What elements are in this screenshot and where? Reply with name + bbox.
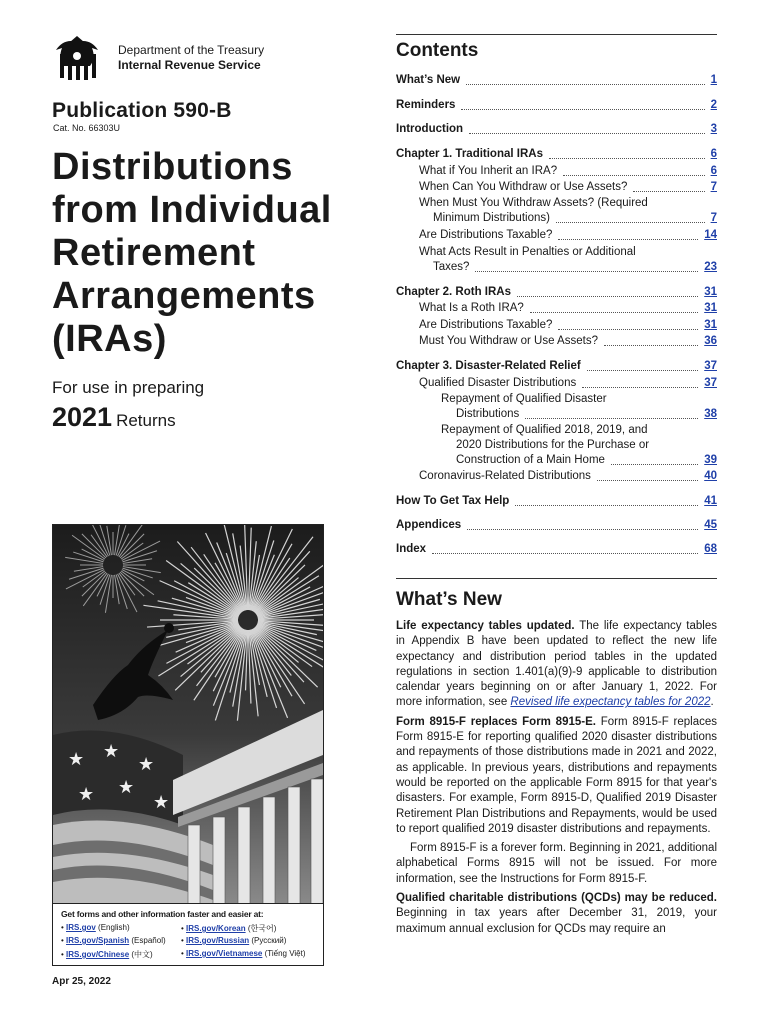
toc-page-link[interactable]: 40 — [704, 470, 717, 482]
toc-label: Are Distributions Taxable? — [419, 319, 553, 331]
svg-text:★: ★ — [103, 741, 120, 762]
language-label: (Tiếng Việt) — [264, 949, 306, 958]
toc-label: Repayment of Qualified Disaster — [441, 393, 607, 405]
toc-page-link[interactable]: 23 — [704, 261, 717, 273]
irs-gov-chinese-link[interactable]: IRS.gov/Chinese — [66, 950, 130, 959]
toc-label: What Acts Result in Penalties or Additional — [419, 246, 636, 258]
title-line: Arrangements — [52, 275, 316, 317]
toc-label: What’s New — [396, 74, 461, 86]
agency-name: Internal Revenue Service — [118, 58, 261, 72]
paragraph-heading: Life expectancy tables updated. — [396, 620, 575, 632]
toc-page-link[interactable]: 41 — [704, 495, 717, 507]
language-label: (English) — [98, 923, 130, 932]
leader-dots — [467, 529, 698, 530]
leader-dots — [633, 191, 704, 192]
toc-entry-appendices[interactable] — [396, 518, 717, 533]
toc-page-link[interactable]: 6 — [710, 165, 717, 177]
leader-dots — [582, 387, 698, 388]
catalog-number: Cat. No. 66303U — [53, 123, 121, 133]
toc-entry-chapter-3[interactable] — [396, 359, 717, 374]
toc-entry[interactable] — [419, 228, 717, 243]
toc-page-link[interactable]: 39 — [704, 454, 717, 466]
leader-dots — [611, 464, 698, 465]
toc-page-link[interactable]: 14 — [704, 229, 717, 241]
irs-eagle-logo — [52, 36, 102, 82]
whats-new-heading: What’s New — [396, 589, 502, 610]
svg-text:★: ★ — [68, 749, 85, 770]
leader-dots — [525, 418, 698, 419]
title-line: from Individual — [52, 189, 332, 231]
toc-page-link[interactable]: 31 — [704, 302, 717, 314]
link-item: • IRS.gov/Russian (Русский) — [181, 936, 287, 945]
leader-dots — [475, 271, 698, 272]
toc-entry[interactable] — [419, 469, 717, 484]
fireworks-eagle-flag-image — [53, 525, 323, 905]
toc-page-link[interactable]: 3 — [710, 123, 717, 135]
cover-illustration — [52, 524, 324, 966]
toc-entry-chapter-1[interactable] — [396, 147, 717, 162]
toc-entry[interactable] — [419, 245, 717, 275]
leader-dots — [517, 296, 698, 297]
language-label: (한국어) — [247, 924, 277, 933]
get-forms-heading: Get forms and other information faster and easier at: — [61, 909, 264, 919]
leader-dots — [558, 329, 698, 330]
contents-heading: Contents — [396, 40, 479, 61]
leader-dots — [515, 505, 698, 506]
toc-label: Chapter 1. Traditional IRAs — [396, 148, 543, 160]
leader-dots — [549, 158, 705, 159]
link-item: • IRS.gov/Chinese (中文) — [61, 950, 153, 959]
svg-text:★: ★ — [78, 784, 95, 805]
svg-text:★: ★ — [138, 754, 155, 775]
leader-dots — [461, 109, 704, 110]
toc-entry-chapter-2[interactable] — [396, 285, 717, 300]
svg-text:★: ★ — [118, 777, 135, 798]
toc-page-link[interactable]: 7 — [710, 212, 717, 224]
tax-year-line — [52, 402, 176, 433]
toc-entry-reminders[interactable] — [396, 98, 717, 113]
toc-label: Qualified Disaster Distributions — [419, 377, 577, 389]
toc-label: 2020 Distributions for the Purchase or — [456, 439, 650, 451]
irs-gov-russian-link[interactable]: IRS.gov/Russian — [186, 936, 250, 945]
paragraph-heading: Qualified charitable distributions (QCDs) may be reduced. — [396, 892, 717, 905]
toc-label: Construction of a Main Home — [456, 454, 605, 466]
toc-page-link[interactable]: 31 — [704, 286, 717, 298]
paragraph-text: Form 8915-F replaces Form 8915-E for reporting qualified 2020 disaster distributions and repayments of those distributions made in 2021 and 2022, as applicable. In previous years, distributions and repayments would be reported on the applicable Form 8915 for that year's disasters. For example, Form 8915-D, Qualified 2019 Disaster Retirement Plan Distributions and Repayments, would be used to report qualified 2019 disaster distributions and repayments. — [396, 715, 718, 835]
toc-label: Reminders — [396, 99, 456, 111]
paragraph — [396, 891, 717, 937]
leader-dots — [558, 239, 698, 240]
svg-text:★: ★ — [153, 792, 170, 813]
toc-label: Taxes? — [433, 261, 470, 273]
tax-year: 2021 — [52, 402, 113, 432]
leader-dots — [597, 480, 698, 481]
leader-dots — [556, 222, 705, 223]
paragraph-text: Beginning in tax years after December 31, 2019, your maximum annual exclusion for QCDs may require an — [396, 907, 717, 935]
toc-label: Distributions — [456, 408, 520, 420]
toc-page-link[interactable]: 37 — [704, 377, 717, 389]
irs-gov-vietnamese-link[interactable]: IRS.gov/Vietnamese — [186, 949, 263, 958]
whats-new-body — [396, 619, 717, 941]
leader-dots — [563, 175, 705, 176]
leader-dots — [466, 84, 704, 85]
toc-label: Chapter 3. Disaster-Related Relief — [396, 360, 581, 372]
leader-dots — [432, 553, 698, 554]
leader-dots — [469, 133, 705, 134]
toc-label: Are Distributions Taxable? — [419, 229, 553, 241]
toc-label: Coronavirus-Related Distributions — [419, 470, 591, 482]
paragraph-text: The life expectancy tables in Appendix B have been updated to reflect the new life expectancy and distribution period tables in the updated regulations in section 1.401(a)(9)-9 applicable to distribution calendar years beginning on or after January 1, 2022. For more information, see — [396, 620, 717, 709]
paragraph — [396, 715, 717, 837]
for-use-text: For use in preparing — [52, 378, 205, 397]
title-line: (IRAs) — [52, 318, 167, 360]
toc-entry[interactable] — [419, 196, 717, 226]
toc-label: Repayment of Qualified 2018, 2019, and — [441, 424, 648, 436]
toc-page-link[interactable]: 2 — [710, 99, 717, 111]
toc-page-link[interactable]: 37 — [704, 360, 717, 372]
language-label: (Español) — [131, 936, 166, 945]
irs-gov-link[interactable]: IRS.gov — [66, 923, 96, 932]
toc-label: Chapter 2. Roth IRAs — [396, 286, 512, 298]
leader-dots — [604, 345, 698, 346]
toc-entry[interactable] — [419, 180, 717, 195]
toc-label: What if You Inherit an IRA? — [419, 165, 558, 177]
toc-label: Minimum Distributions) — [433, 212, 550, 224]
paragraph-heading: Form 8915-F replaces Form 8915-E. — [396, 715, 596, 728]
link-item: • IRS.gov/Korean (한국어) — [181, 924, 277, 933]
toc-page-link[interactable]: 6 — [710, 148, 717, 160]
link-item: • IRS.gov/Spanish (Español) — [61, 936, 166, 945]
toc-entry-tax-help[interactable] — [396, 494, 717, 509]
link-item: • IRS.gov (English) — [61, 923, 130, 932]
divider — [396, 578, 717, 579]
leader-dots — [530, 312, 698, 313]
irs-gov-spanish-link[interactable]: IRS.gov/Spanish — [66, 936, 130, 945]
life-expectancy-link[interactable]: Revised life expectancy tables for 2022 — [510, 696, 711, 709]
toc-entry-whats-new[interactable] — [396, 73, 717, 88]
toc-entry[interactable] — [419, 301, 717, 316]
toc-page-link[interactable]: 7 — [710, 181, 717, 193]
paragraph-text: . — [710, 696, 714, 709]
link-item: • IRS.gov/Vietnamese (Tiếng Việt) — [181, 949, 306, 958]
toc-entry-introduction[interactable] — [396, 122, 717, 137]
toc-label: How To Get Tax Help — [396, 495, 510, 507]
toc-entry[interactable] — [419, 334, 717, 349]
revision-date: Apr 25, 2022 — [52, 976, 111, 987]
toc-label: What Is a Roth IRA? — [419, 302, 524, 314]
paragraph: Form 8915-F is a forever form. Beginning in 2021, additional alphabetical Forms 8915 will not be issued. For more information, see the Instructions for Form 8915-F. — [396, 842, 717, 885]
title-line: Retirement — [52, 232, 256, 274]
leader-dots — [587, 370, 699, 371]
toc-page-link[interactable]: 31 — [704, 319, 717, 331]
toc-label: Introduction — [396, 123, 464, 135]
toc-entry[interactable] — [419, 164, 717, 179]
toc-entry[interactable] — [419, 318, 717, 333]
document-title — [52, 146, 382, 361]
title-line: Distributions — [52, 146, 293, 188]
toc-entry[interactable] — [419, 376, 717, 391]
toc-page-link[interactable]: 1 — [710, 74, 717, 86]
get-forms-box — [53, 903, 323, 966]
toc-label: When Can You Withdraw or Use Assets? — [419, 181, 628, 193]
toc-label: Index — [396, 543, 427, 555]
paragraph — [396, 619, 717, 711]
toc-entry[interactable] — [441, 392, 717, 422]
toc-label: Must You Withdraw or Use Assets? — [419, 335, 598, 347]
toc-entry-index[interactable] — [396, 542, 717, 557]
toc-label: Appendices — [396, 519, 462, 531]
toc-page-link[interactable]: 38 — [704, 408, 717, 420]
divider — [396, 34, 717, 35]
irs-gov-korean-link[interactable]: IRS.gov/Korean — [186, 924, 246, 933]
toc-label: When Must You Withdraw Assets? (Required — [419, 197, 648, 209]
language-label: (Русский) — [251, 936, 287, 945]
language-label: (中文) — [131, 950, 153, 959]
department-name: Department of the Treasury — [118, 43, 265, 57]
returns-word: Returns — [116, 411, 176, 430]
toc-page-link[interactable]: 68 — [704, 543, 717, 555]
toc-page-link[interactable]: 45 — [704, 519, 717, 531]
toc-page-link[interactable]: 36 — [704, 335, 717, 347]
toc-entry[interactable] — [441, 423, 717, 468]
publication-number: Publication 590-B — [52, 99, 232, 122]
